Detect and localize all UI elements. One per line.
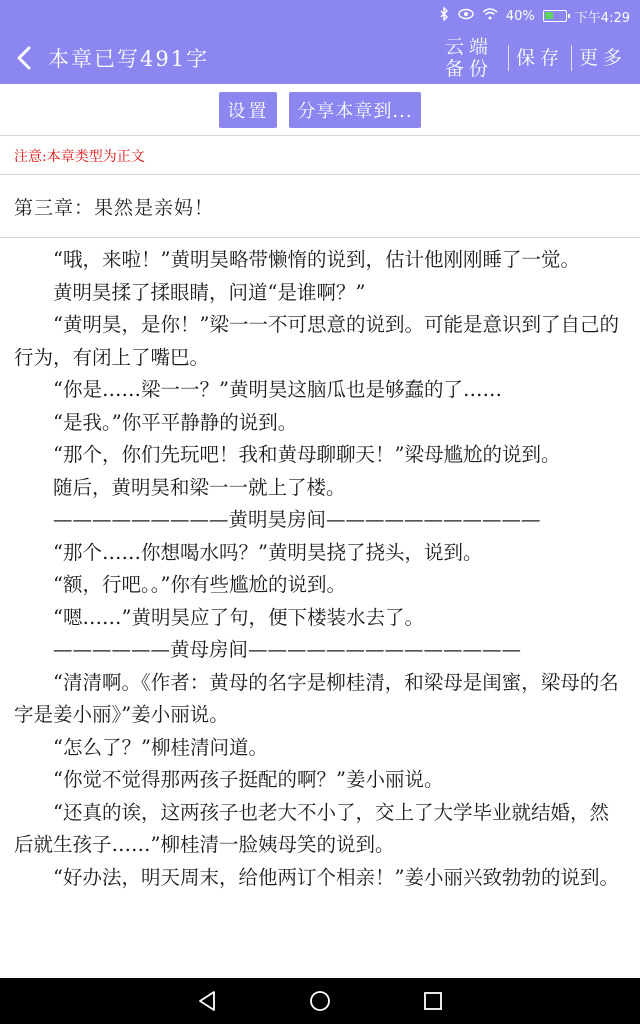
share-chapter-button[interactable]: 分享本章到... <box>289 92 420 128</box>
battery-icon <box>543 10 567 22</box>
paragraph: “好办法，明天周末，给他两订个相亲！”姜小丽兴致勃勃的说到。 <box>53 865 619 889</box>
paragraph: “额，行吧。。”你有些尴尬的说到。 <box>53 573 346 596</box>
more-button[interactable]: 更多 <box>578 47 627 69</box>
paragraph: “你觉不觉得那两孩子挺配的啊？”姜小丽说。 <box>53 768 444 791</box>
editor-toolbar <box>0 84 640 136</box>
chevron-left-icon <box>16 46 32 70</box>
triangle-back-icon <box>197 990 217 1012</box>
section-divider: ——————黄母房间—————————————— <box>53 638 522 661</box>
back-button[interactable] <box>0 32 48 84</box>
section-divider: —————————黄明昊房间——————————— <box>53 508 541 531</box>
home-nav-button[interactable] <box>306 987 334 1015</box>
paragraph: “那个……你想喝水吗？”黄明昊挠了挠头，说到。 <box>53 540 483 564</box>
square-recents-icon <box>423 991 443 1011</box>
recents-nav-button[interactable] <box>419 987 447 1015</box>
paragraph: 随后，黄明昊和梁一一就上了楼。 <box>53 475 346 499</box>
paragraph: “是我。”你平平静静的说到。 <box>53 410 298 434</box>
circle-home-icon <box>309 990 331 1012</box>
app-bar-actions <box>430 32 640 84</box>
paragraph: “嗯……”黄明昊应了句，便下楼装水去了。 <box>53 605 424 629</box>
paragraph: “你是……梁一一？”黄明昊这脑瓜也是够蠢的了…… <box>53 378 502 401</box>
battery-percent: 40% <box>505 8 535 24</box>
paragraph: “哦，来啦！”黄明昊略带懒惰的说到，估计他刚刚睡了一觉。 <box>53 248 580 271</box>
wifi-icon <box>482 8 498 24</box>
cloud-backup-button[interactable]: 云端备份 <box>444 36 493 80</box>
word-count-title: 本章已写491字 <box>48 47 210 71</box>
system-nav-bar <box>0 978 640 1024</box>
paragraph: “怎么了？”柳桂清问道。 <box>53 735 268 759</box>
settings-button[interactable]: 设置 <box>219 92 277 128</box>
chapter-body-editor[interactable] <box>0 240 640 978</box>
eye-icon <box>458 8 474 24</box>
bluetooth-icon <box>438 7 450 25</box>
back-nav-button[interactable] <box>193 987 221 1015</box>
app-bar <box>0 32 640 84</box>
paragraph: “黄明昊，是你！”梁一一不可思意的说到。可能是意识到了自己的行为，有闭上了嘴巴。 <box>14 313 619 369</box>
paragraph: “那个，你们先玩吧！我和黄母聊聊天！”梁母尴尬的说到。 <box>53 443 561 466</box>
paragraph: 黄明昊揉了揉眼睛，问道“是谁啊？” <box>53 280 366 304</box>
clock: 下午4:29 <box>574 10 630 26</box>
chapter-title-input[interactable]: 第三章：果然是亲妈！ <box>0 176 640 238</box>
paragraph: “还真的诶，这两孩子也老大不小了，交上了大学毕业就结婚，然后就生孩子……”柳桂清一脸姨母笑的说到。 <box>14 800 609 856</box>
chapter-type-note: 注意:本章类型为正文 <box>0 137 640 175</box>
paragraph: “清清啊。《作者：黄母的名字是柳桂清，和梁母是闺蜜，梁母的名字是姜小丽》”姜小丽说。 <box>14 670 619 726</box>
save-button[interactable]: 保存 <box>515 47 564 69</box>
status-bar <box>0 0 640 32</box>
